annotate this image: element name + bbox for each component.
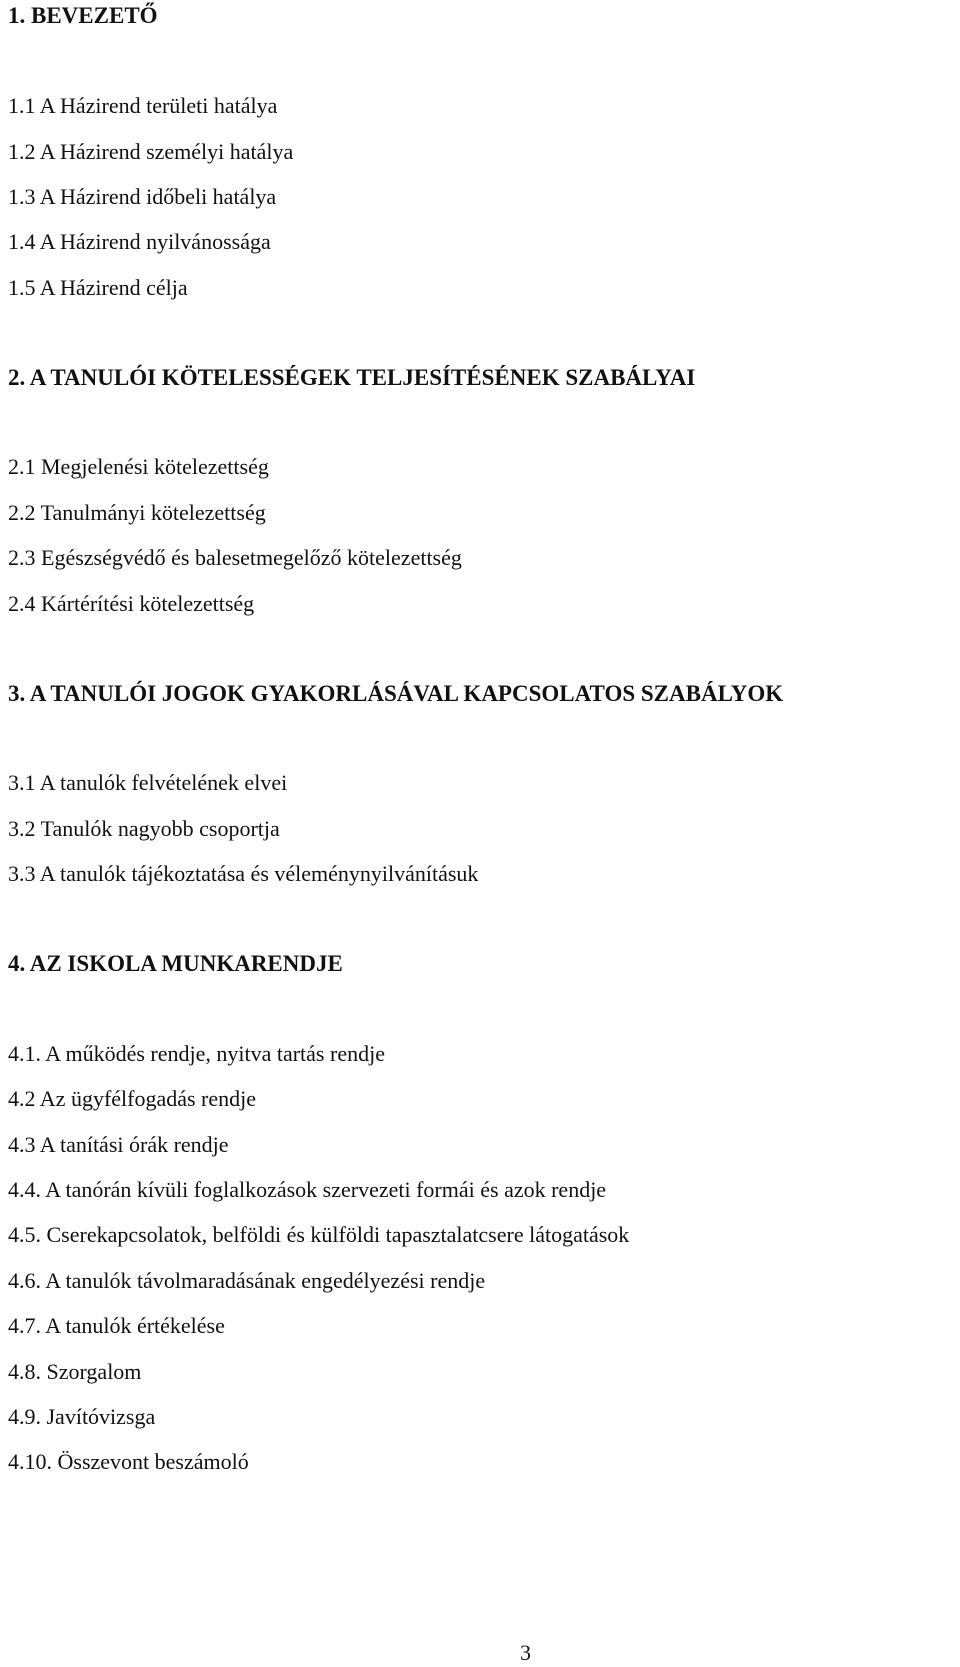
toc-item: 2.2 Tanulmányi kötelezettség [8, 500, 266, 525]
section-heading: 4. AZ ISKOLA MUNKARENDJE [8, 951, 343, 976]
toc-item: 2.1 Megjelenési kötelezettség [8, 454, 269, 479]
section-heading: 3. A TANULÓI JOGOK GYAKORLÁSÁVAL KAPCSOLATOS SZABÁLYOK [8, 681, 784, 706]
section-heading: 1. BEVEZETŐ [8, 3, 158, 28]
toc-item: 1.3 A Házirend időbeli hatálya [8, 184, 277, 209]
section-heading: 2. A TANULÓI KÖTELESSÉGEK TELJESÍTÉSÉNEK SZABÁLYAI [8, 365, 696, 390]
toc-item: 1.5 A Házirend célja [8, 275, 188, 300]
toc-item: 4.6. A tanulók távolmaradásának engedélyezési rendje [8, 1268, 486, 1293]
page-number: 3 [520, 1640, 531, 1665]
toc-item: 4.3 A tanítási órák rendje [8, 1132, 229, 1157]
toc-item: 1.4 A Házirend nyilvánossága [8, 229, 271, 254]
toc-item: 2.3 Egészségvédő és balesetmegelőző kötelezettség [8, 545, 462, 570]
toc-item: 3.2 Tanulók nagyobb csoportja [8, 816, 280, 841]
toc-item: 4.4. A tanórán kívüli foglalkozások szervezeti formái és azok rendje [8, 1177, 607, 1202]
toc-item: 4.1. A működés rendje, nyitva tartás rendje [8, 1041, 385, 1066]
toc-item: 1.1 A Házirend területi hatálya [8, 93, 278, 118]
toc-item: 3.3 A tanulók tájékoztatása és véleménynyilvánításuk [8, 861, 479, 886]
toc-item: 4.10. Összevont beszámoló [8, 1449, 249, 1474]
toc-item: 4.5. Cserekapcsolatok, belföldi és külföldi tapasztalatcsere látogatások [8, 1222, 630, 1247]
toc-item: 1.2 A Házirend személyi hatálya [8, 139, 294, 164]
toc-item: 4.7. A tanulók értékelése [8, 1313, 225, 1338]
toc-item: 4.2 Az ügyfélfogadás rendje [8, 1086, 257, 1111]
toc-item: 3.1 A tanulók felvételének elvei [8, 770, 288, 795]
toc-item: 2.4 Kártérítési kötelezettség [8, 591, 255, 616]
toc-item: 4.9. Javítóvizsga [8, 1404, 156, 1429]
toc-item: 4.8. Szorgalom [8, 1359, 142, 1384]
